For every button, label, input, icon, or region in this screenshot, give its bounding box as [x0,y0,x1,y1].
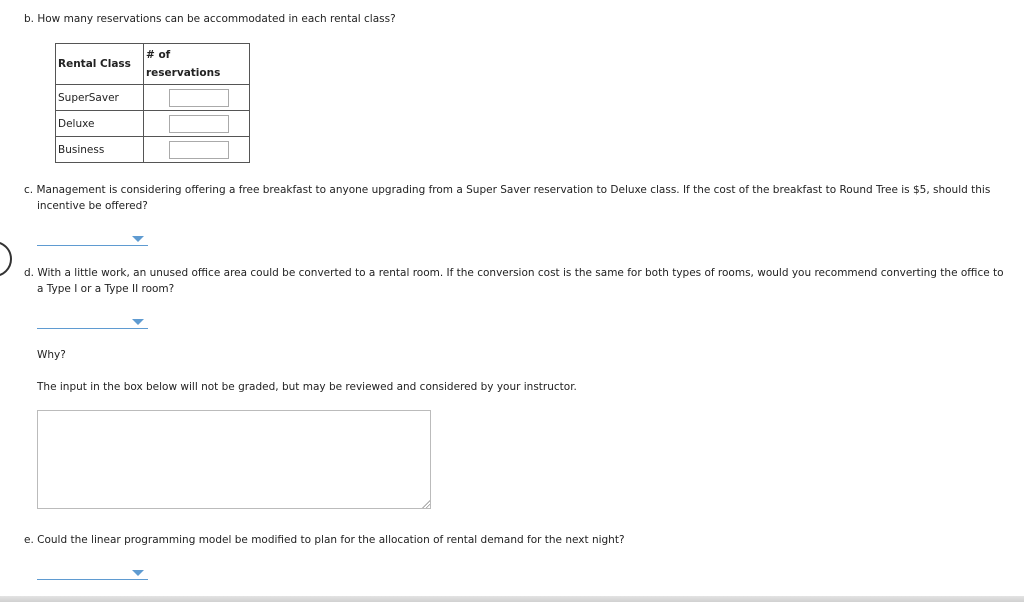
deluxe-reservations-input[interactable] [169,115,229,133]
grading-note: The input in the box below will not be graded, but may be reviewed and considered by your instructor. [37,381,577,393]
question-d-line2: a Type I or a Type II room? [37,283,175,295]
header-num-line2: reservations [146,67,221,79]
question-c-dropdown[interactable] [37,233,148,246]
reservations-table [55,43,250,163]
partial-circle-icon [0,241,12,277]
table-row [56,85,250,111]
question-c-text [24,182,1019,214]
question-d-text [24,265,1019,297]
row-label-business: Business [56,137,144,163]
question-e-dropdown[interactable] [37,567,148,580]
business-reservations-input[interactable] [169,141,229,159]
chevron-down-icon [132,319,144,325]
question-b-text: b. How many reservations can be accommodated in each rental class? [24,13,396,25]
header-rental-class: Rental Class [56,44,144,85]
why-label: Why? [37,349,66,361]
why-answer-textarea[interactable] [37,410,431,509]
question-d-line1: d. With a little work, an unused office area could be converted to a rental room. If the conversion cost is the same for both types of rooms, would you recommend converting the office to [24,267,1004,279]
table-row [56,137,250,163]
chevron-down-icon [132,236,144,242]
table-row [56,111,250,137]
question-c-line2: incentive be offered? [37,200,148,212]
table-header-row [56,44,250,85]
row-label-deluxe: Deluxe [56,111,144,137]
bottom-divider [0,596,1024,602]
row-label-supersaver: SuperSaver [56,85,144,111]
supersaver-reservations-input[interactable] [169,89,229,107]
question-d-dropdown[interactable] [37,316,148,329]
header-num-line1: # of [146,49,171,61]
question-e-text: e. Could the linear programming model be modified to plan for the allocation of rental demand for the next night? [24,534,625,546]
resize-handle-icon[interactable] [421,499,430,508]
header-num-reservations [144,44,250,85]
chevron-down-icon [132,570,144,576]
question-c-line1: c. Management is considering offering a free breakfast to anyone upgrading from a Super Saver reservation to Deluxe class. If the cost of the breakfast to Round Tree is $5, should this [24,184,991,196]
